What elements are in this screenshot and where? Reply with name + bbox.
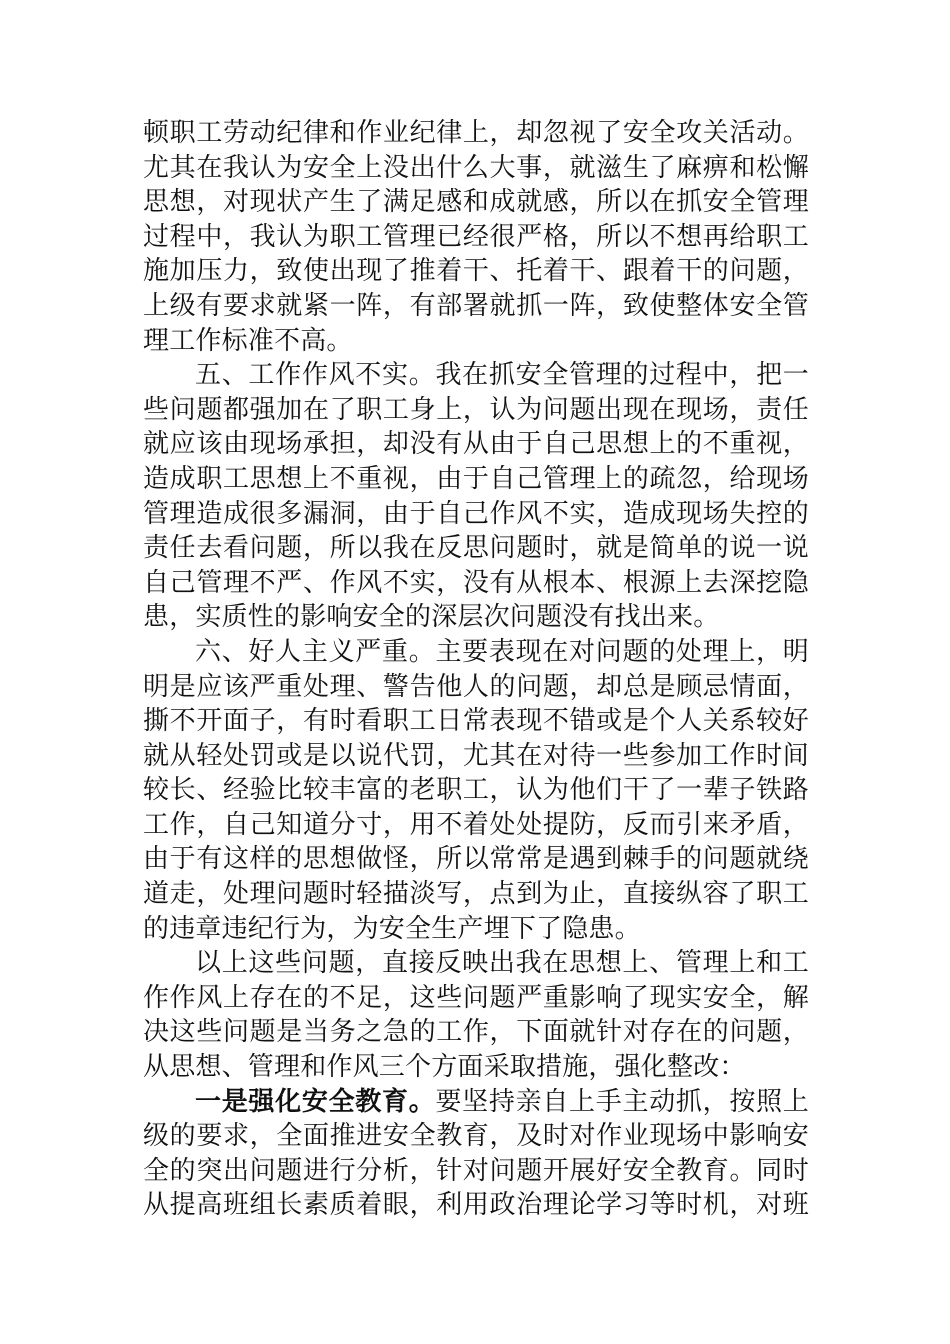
text-line: 理工作标准不高。 — [143, 325, 353, 356]
text-line — [143, 1085, 809, 1120]
text-line: 全的突出问题进行分析，针对问题开展好安全教育。同时 — [143, 1155, 809, 1186]
document-body — [143, 116, 809, 1223]
text-line: 就应该由现场承担，却没有从由于自己思想上的不重视， — [143, 429, 809, 460]
measure-heading: 一是强化安全教育。 — [195, 1086, 436, 1117]
text-line: 级的要求，全面推进安全教育，及时对作业现场中影响安 — [143, 1121, 809, 1152]
text-line: 较长、经验比较丰富的老职工，认为他们干了一辈子铁路 — [143, 775, 809, 806]
paragraph-continuation — [143, 116, 809, 358]
text-line: 由于有这样的思想做怪，所以常常是遇到棘手的问题就绕 — [143, 844, 809, 875]
text-line: 明是应该严重处理、警告他人的问题，却总是顾忌情面， — [143, 671, 809, 702]
text-line: 撕不开面子，有时看职工日常表现不错或是个人关系较好 — [143, 706, 809, 737]
text-line: 工作，自己知道分寸，用不着处处提防，反而引来矛盾， — [143, 809, 809, 840]
text-line: 上级有要求就紧一阵，有部署就抓一阵，致使整体安全管 — [143, 290, 809, 321]
text-line: 责任去看问题，所以我在反思问题时，就是简单的说一说 — [143, 533, 809, 564]
paragraph-five — [143, 358, 809, 635]
text-line: 患，实质性的影响安全的深层次问题没有找出来。 — [143, 602, 720, 633]
text-line: 作作风上存在的不足，这些问题严重影响了现实安全，解 — [143, 982, 809, 1013]
text-line: 过程中，我认为职工管理已经很严格，所以不想再给职工 — [143, 221, 809, 252]
text-line: 决这些问题是当务之急的工作，下面就针对存在的问题， — [143, 1017, 809, 1048]
text-line: 顿职工劳动纪律和作业纪律上，却忽视了安全攻关活动。 — [143, 118, 809, 148]
text-line: 些问题都强加在了职工身上，认为问题出现在现场，责任 — [143, 394, 809, 425]
text-line: 从提高班组长素质着眼，利用政治理论学习等时机，对班 — [143, 1190, 809, 1221]
paragraph-measure-one — [143, 1085, 809, 1223]
text-line: 以上这些问题，直接反映出我在思想上、管理上和工 — [195, 948, 809, 979]
text-line: 就从轻处罚或是以说代罚，尤其在对待一些参加工作时间 — [143, 740, 809, 771]
measure-text: 要坚持亲自上手主动抓，按照上 — [435, 1086, 809, 1117]
text-line: 五、工作作风不实。我在抓安全管理的过程中，把一 — [195, 360, 809, 391]
paragraph-summary — [143, 946, 809, 1084]
text-line: 尤其在我认为安全上没出什么大事，就滋生了麻痹和松懈 — [143, 152, 809, 183]
text-line: 自己管理不严、作风不实，没有从根本、根源上去深挖隐 — [143, 567, 809, 598]
text-line: 的违章违纪行为，为安全生产埋下了隐患。 — [143, 913, 641, 944]
text-line: 管理造成很多漏洞，由于自己作风不实，造成现场失控的 — [143, 498, 809, 529]
paragraph-six — [143, 635, 809, 946]
text-line: 施加压力，致使出现了推着干、托着干、跟着干的问题， — [143, 256, 809, 287]
text-line: 思想，对现状产生了满足感和成就感，所以在抓安全管理 — [143, 187, 809, 218]
text-line: 从思想、管理和作风三个方面采取措施，强化整改： — [143, 1052, 746, 1083]
text-line: 造成职工思想上不重视，由于自己管理上的疏忽，给现场 — [143, 463, 809, 494]
text-line: 六、好人主义严重。主要表现在对问题的处理上，明 — [195, 636, 809, 667]
text-line: 道走，处理问题时轻描淡写，点到为止，直接纵容了职工 — [143, 879, 809, 910]
